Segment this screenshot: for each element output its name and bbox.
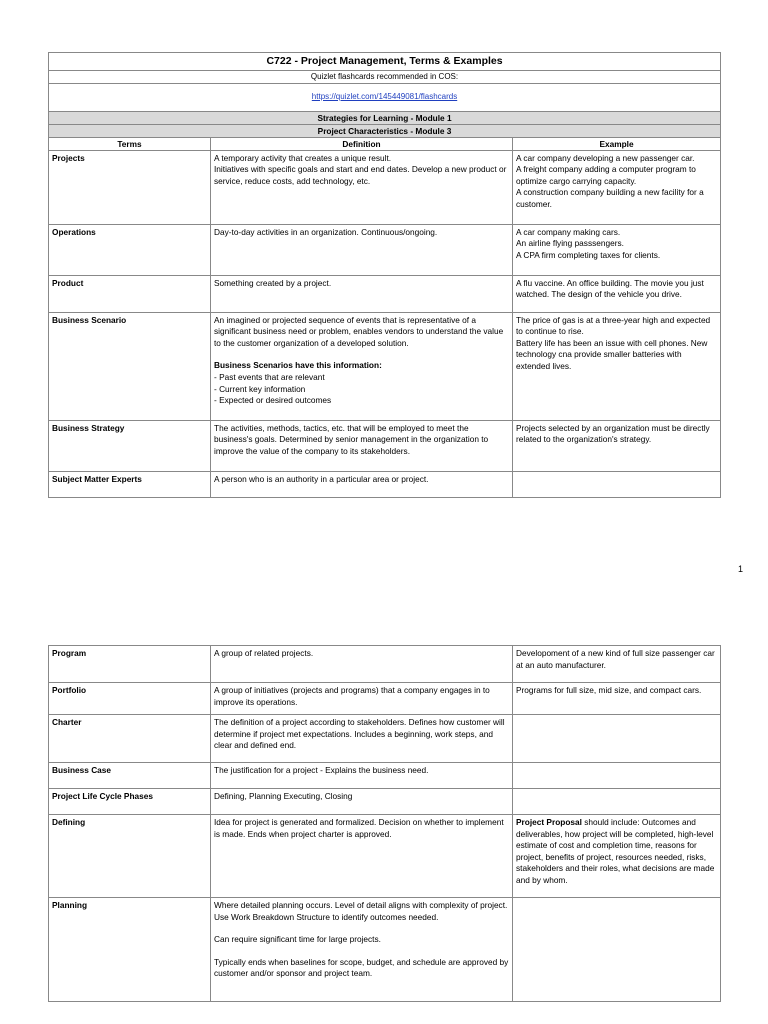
definition-cell <box>211 898 513 1002</box>
text-line: A group of related projects. <box>214 648 314 658</box>
definition-cell <box>211 683 513 715</box>
example-cell <box>513 420 721 471</box>
example-cell <box>513 898 721 1002</box>
term-cell: Product <box>49 275 211 312</box>
text-line: Projects selected by an organization must be directly related to the organization's strategy. <box>516 422 710 445</box>
text-line: Day-to-day activities in an organization. Continuous/ongoing. <box>214 226 438 237</box>
text-line: Developoment of a new kind of full size passenger car at an auto manufacturer. <box>516 648 715 670</box>
section-band-module-1: Strategies for Learning - Module 1 <box>49 111 721 124</box>
definition-cell <box>211 150 513 224</box>
text-line: Typically ends when baselines for scope, budget, and schedule are approved by customer and/or sponsor and project team. <box>214 956 509 979</box>
term-cell: Business Case <box>49 763 211 789</box>
text-line: The price of gas is at a three-year high and expected to continue to rise. <box>516 314 711 337</box>
section-band-module-3: Project Characteristics - Module 3 <box>49 124 721 137</box>
term-cell: Project Life Cycle Phases <box>49 789 211 815</box>
definition-cell <box>211 715 513 763</box>
term-cell: Charter <box>49 715 211 763</box>
text-line: The definition of a project according to stakeholders. Defines how customer will determine if project met expectations. Includes a beginning, work steps, and clear and defined end. <box>214 717 505 751</box>
terms-table-page-2 <box>48 645 721 1002</box>
definition-cell <box>211 789 513 815</box>
text-line: The justification for a project - Explains the business need. <box>214 765 429 775</box>
table-row <box>49 646 721 683</box>
text-line: Battery life has been an issue with cell phones. New technology cna provide smaller batteries with extended lives. <box>516 337 708 371</box>
text-line: A construction company building a new facility for a customer. <box>516 187 704 209</box>
table-row <box>49 715 721 763</box>
column-header-terms: Terms <box>49 137 211 150</box>
table-row <box>49 312 721 420</box>
text-line: A CPA firm completing taxes for clients. <box>516 249 661 260</box>
table-row <box>49 275 721 312</box>
example-cell <box>513 224 721 275</box>
table-row <box>49 683 721 715</box>
column-header-definition: Definition <box>211 137 513 150</box>
definition-cell <box>211 420 513 471</box>
term-cell: Operations <box>49 224 211 275</box>
term-cell: Portfolio <box>49 683 211 715</box>
term-cell: Subject Matter Experts <box>49 471 211 497</box>
text-line: An imagined or projected sequence of events that is representative of a significant business need or problem, enables vendors to understand the value to the customer organization of a developed solution. <box>214 314 504 348</box>
column-header-example: Example <box>513 137 721 150</box>
text-line: A temporary activity that creates a unique result. <box>214 152 392 163</box>
text-line: Programs for full size, mid size, and compact cars. <box>516 685 702 695</box>
text-line: Initiatives with specific goals and start and end dates. Develop a new product or service, reduce costs, add technology, etc. <box>214 164 507 186</box>
term-cell: Program <box>49 646 211 683</box>
example-cell <box>513 646 721 683</box>
text-line: Something created by a project. <box>214 277 332 288</box>
text-line: Defining, Planning Executing, Closing <box>214 791 353 801</box>
definition-cell <box>211 815 513 898</box>
page-number: 1 <box>738 564 744 574</box>
term-cell: Planning <box>49 898 211 1002</box>
definition-cell <box>211 312 513 420</box>
example-cell <box>513 789 721 815</box>
text-line: - Expected or desired outcomes <box>214 395 332 406</box>
term-cell: Business Scenario <box>49 312 211 420</box>
text-line: A flu vaccine. An office building. The movie you just watched. The design of the vehicle you drive. <box>516 277 704 300</box>
table-row <box>49 815 721 898</box>
text-line: Where detailed planning occurs. Level of detail aligns with complexity of project. Use Work Breakdown Structure to identify outcomes needed. <box>214 900 508 922</box>
text-line: - Past events that are relevant <box>214 371 325 382</box>
example-text: should include: Outcomes and deliverables, how project will be completed, high-level estimate of cost and completion time, reasons for project, benefits of project, resources needed, risks, stakeholders and their roles, what decisions are made and by whom. <box>516 817 715 885</box>
table-row <box>49 763 721 789</box>
text-line: A group of initiatives (projects and programs) that a company engages in to improve its operations. <box>214 685 490 707</box>
table-row <box>49 150 721 224</box>
example-cell <box>513 763 721 789</box>
document-title: C722 - Project Management, Terms & Examples <box>49 53 721 71</box>
example-cell <box>513 150 721 224</box>
text-line: A freight company adding a computer program to optimize cargo carrying capacity. <box>516 164 696 186</box>
text-line: A car company making cars. <box>516 226 621 237</box>
text-line: A person who is an authority in a particular area or project. <box>214 473 429 484</box>
term-cell: Defining <box>49 815 211 898</box>
text-line: Can require significant time for large projects. <box>214 934 381 945</box>
text-line: An airline flying passsengers. <box>516 238 624 249</box>
example-cell <box>513 312 721 420</box>
definition-cell <box>211 763 513 789</box>
definition-cell <box>211 471 513 497</box>
example-cell <box>513 275 721 312</box>
example-cell <box>513 471 721 497</box>
table-row <box>49 420 721 471</box>
definition-subheading: Business Scenarios have this information: <box>214 360 382 371</box>
example-cell <box>513 815 721 898</box>
term-cell: Projects <box>49 150 211 224</box>
terms-table-page-1 <box>48 52 721 498</box>
term-cell: Business Strategy <box>49 420 211 471</box>
text-line: - Current key information <box>214 383 306 394</box>
table-row <box>49 471 721 497</box>
example-emphasis: Project Proposal <box>516 817 582 827</box>
definition-cell <box>211 275 513 312</box>
table-row <box>49 898 721 1002</box>
example-cell <box>513 715 721 763</box>
table-row <box>49 224 721 275</box>
text-line: Idea for project is generated and formalized. Decision on whether to implement is made. Ends when project charter is approved. <box>214 817 504 839</box>
example-cell <box>513 683 721 715</box>
definition-cell <box>211 646 513 683</box>
text-line: A car company developing a new passenger car. <box>516 152 695 163</box>
quizlet-note: Quizlet flashcards recommended in COS: <box>49 71 721 84</box>
table-row <box>49 789 721 815</box>
definition-cell <box>211 224 513 275</box>
text-line: The activities, methods, tactics, etc. that will be employed to meet the business's goals. Determined by senior management in the organization to improve the value of the company to its stakeholders. <box>214 422 489 456</box>
quizlet-link[interactable]: https://quizlet.com/145449081/flashcards <box>311 92 458 101</box>
